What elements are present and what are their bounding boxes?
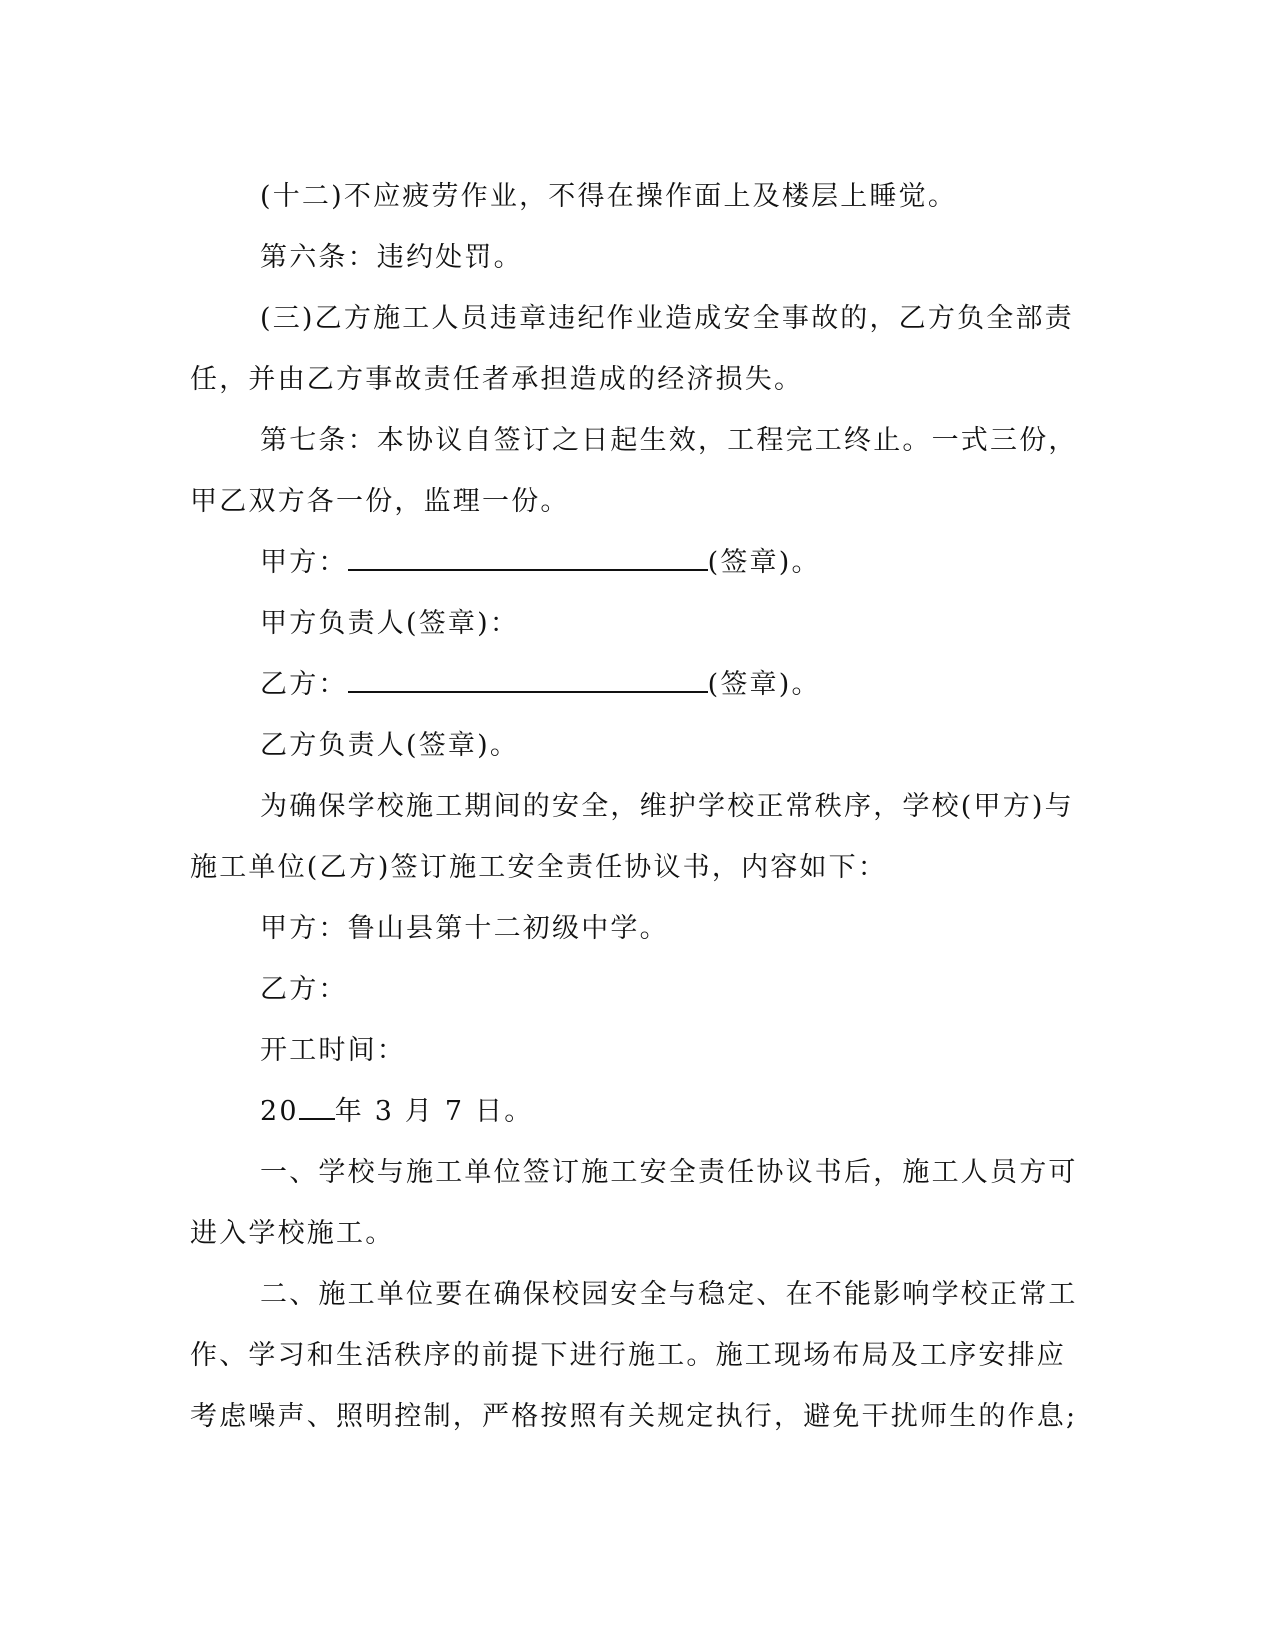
party-b-signature-line [190,654,1070,715]
paragraph-item-3-line-2: 任，并由乙方事故责任者承担造成的经济损失。 [190,364,804,395]
clause-1-line-2: 进入学校施工。 [190,1218,395,1249]
party-a-name-line: 甲方：鲁山县第十二初级中学。 [260,913,669,944]
paragraph-item-12: (十二)不应疲劳作业，不得在操作面上及楼层上睡觉。 [260,181,958,212]
intro-paragraph-line-2: 施工单位(乙方)签订施工安全责任协议书，内容如下： [190,852,888,883]
party-b-representative-line: 乙方负责人(签章)。 [260,730,520,761]
start-date-line [190,1081,1070,1142]
article-7-line-1: 第七条：本协议自签订之日起生效，工程完工终止。一式三份， [260,425,1078,456]
clause-2-line-1: 二、施工单位要在确保校园安全与稳定、在不能影响学校正常工 [260,1279,1078,1310]
party-a-seal-label: (签章)。 [707,547,821,578]
party-a-label: 甲方： [260,547,348,578]
clause-2-line-3: 考虑噪声、照明控制，严格按照有关规定执行，避免干扰师生的作息; [190,1401,1078,1432]
party-b-signature-blank [348,665,708,693]
start-date-label: 开工时间： [260,1035,406,1066]
intro-paragraph-line-1: 为确保学校施工期间的安全，维护学校正常秩序，学校(甲方)与 [260,791,1074,822]
party-a-representative-line: 甲方负责人(签章)： [260,608,520,639]
paragraph-item-3-line-1: (三)乙方施工人员违章违纪作业造成安全事故的，乙方负全部责 [260,303,1074,334]
article-7-line-2: 甲乙双方各一份，监理一份。 [190,486,570,517]
year-prefix: 20 [260,1096,299,1127]
party-a-signature-line [190,532,1070,593]
date-suffix: 年 3 月 7 日。 [334,1096,534,1127]
document-page [190,166,1078,1447]
article-6-heading: 第六条：违约处罚。 [260,242,523,273]
party-b-label: 乙方： [260,669,348,700]
party-b-seal-label: (签章)。 [707,669,821,700]
party-b-name-line: 乙方： [260,974,348,1005]
party-a-signature-blank [348,543,708,571]
year-blank [299,1092,335,1120]
clause-1-line-1: 一、学校与施工单位签订施工安全责任协议书后，施工人员方可 [260,1157,1078,1188]
clause-2-line-2: 作、学习和生活秩序的前提下进行施工。施工现场布局及工序安排应 [190,1340,1066,1371]
